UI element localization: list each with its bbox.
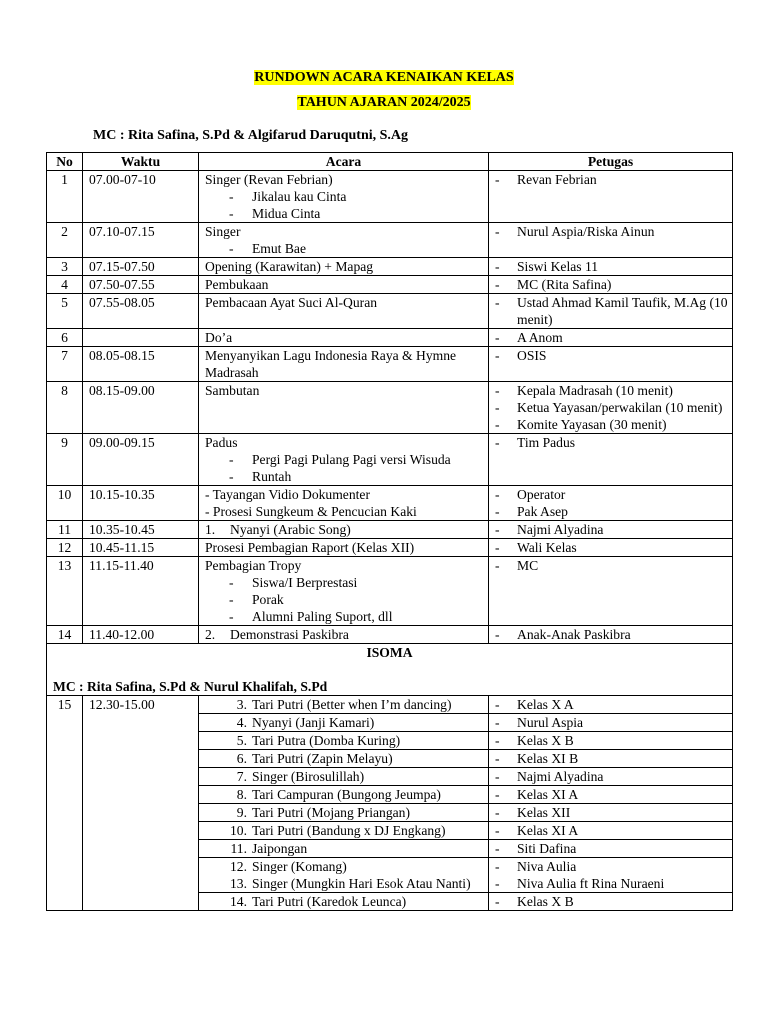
acara-text: Singer	[205, 224, 241, 239]
petugas-item: - OSIS	[495, 347, 732, 364]
row-no-empty	[47, 714, 83, 732]
row-no-empty	[47, 732, 83, 750]
acara-text: Tari Putra (Domba Kuring)	[252, 733, 401, 748]
table-row	[47, 750, 733, 768]
row-no: 7	[47, 347, 83, 382]
row-no: 3	[47, 258, 83, 276]
row-petugas	[489, 840, 733, 858]
table-row	[47, 329, 733, 347]
acara-text: Nyanyi (Arabic Song)	[230, 522, 351, 537]
table-row	[47, 822, 733, 840]
acara-subitem: - Porak	[205, 591, 488, 608]
table-row	[47, 714, 733, 732]
row-acara	[199, 382, 489, 434]
acara-text: Tari Putri (Mojang Priangan)	[252, 805, 410, 820]
petugas-item: - Ketua Yayasan/perwakilan (10 menit)	[495, 399, 732, 416]
row-acara	[199, 750, 489, 768]
row-acara	[199, 804, 489, 822]
petugas-item: - Kepala Madrasah (10 menit)	[495, 382, 732, 399]
acara-text: Nyanyi (Janji Kamari)	[252, 715, 375, 730]
row-waktu: 07.00-07-10	[83, 171, 199, 223]
petugas-item: - Anak-Anak Paskibra	[495, 626, 732, 643]
row-acara	[199, 521, 489, 539]
acara-text: Singer (Birosulillah)	[252, 769, 365, 784]
acara-number: 14.	[230, 894, 247, 909]
mc-second-session: MC : Rita Safina, S.Pd & Nurul Khalifah, S.Pd	[53, 679, 328, 694]
acara-subitem: - Alumni Paling Suport, dll	[205, 608, 488, 625]
row-no: 4	[47, 276, 83, 294]
row-acara	[199, 557, 489, 626]
row-waktu: 08.15-09.00	[83, 382, 199, 434]
row-acara	[199, 822, 489, 840]
row-waktu-empty	[83, 893, 199, 911]
acara-subitem: - Emut Bae	[205, 240, 488, 257]
row-petugas	[489, 858, 733, 876]
header-no: No	[47, 153, 83, 171]
row-waktu: 12.30-15.00	[83, 696, 199, 714]
row-petugas	[489, 768, 733, 786]
acara-number: 12.	[230, 859, 247, 874]
row-petugas	[489, 294, 733, 329]
row-no-empty	[47, 893, 83, 911]
table-header-row	[47, 153, 733, 171]
table-row	[47, 840, 733, 858]
row-no: 5	[47, 294, 83, 329]
acara-numbered	[205, 875, 488, 892]
acara-text: Singer (Mungkin Hari Esok Atau Nanti)	[252, 876, 471, 891]
acara-subitem: - Siswa/I Berprestasi	[205, 574, 488, 591]
acara-number: 3.	[236, 697, 247, 712]
petugas-item: - Siswi Kelas 11	[495, 258, 732, 275]
acara-text: Prosesi Pembagian Raport (Kelas XII)	[205, 540, 415, 555]
table-row	[47, 626, 733, 644]
row-petugas	[489, 347, 733, 382]
row-petugas	[489, 822, 733, 840]
row-acara	[199, 786, 489, 804]
row-no: 1	[47, 171, 83, 223]
header-waktu: Waktu	[83, 153, 199, 171]
row-petugas	[489, 539, 733, 557]
petugas-item: - Najmi Alyadina	[495, 768, 732, 785]
petugas-item: - Kelas XI A	[495, 822, 732, 839]
acara-number: 1.	[205, 522, 216, 537]
table-row	[47, 893, 733, 911]
table-row	[47, 294, 733, 329]
row-acara	[199, 696, 489, 714]
acara-text: Menyanyikan Lagu Indonesia Raya & Hymne Madrasah	[205, 348, 457, 380]
table-row	[47, 696, 733, 714]
row-waktu: 09.00-09.15	[83, 434, 199, 486]
acara-text: Tari Putri (Karedok Leunca)	[252, 894, 407, 909]
petugas-item: - Kelas XI A	[495, 786, 732, 803]
petugas-item: - Kelas X B	[495, 893, 732, 910]
row-no: 9	[47, 434, 83, 486]
row-petugas	[489, 521, 733, 539]
acara-line: - Prosesi Sungkeum & Pencucian Kaki	[205, 504, 417, 519]
row-acara	[199, 347, 489, 382]
acara-number: 13.	[230, 876, 247, 891]
row-waktu: 11.40-12.00	[83, 626, 199, 644]
row-no: 12	[47, 539, 83, 557]
row-waktu: 10.15-10.35	[83, 486, 199, 521]
acara-number: 4.	[236, 715, 247, 730]
row-waktu-empty	[83, 858, 199, 876]
petugas-item: - Nurul Aspia	[495, 714, 732, 731]
acara-number: 10.	[230, 823, 247, 838]
header-petugas: Petugas	[489, 153, 733, 171]
acara-text: Pembacaan Ayat Suci Al-Quran	[205, 295, 378, 310]
row-no: 14	[47, 626, 83, 644]
row-no-empty	[47, 750, 83, 768]
acara-numbered	[205, 750, 488, 767]
row-no-empty	[47, 840, 83, 858]
header-acara: Acara	[199, 153, 489, 171]
acara-numbered	[205, 768, 488, 785]
acara-line: - Tayangan Vidio Dokumenter	[205, 487, 370, 502]
row-petugas	[489, 732, 733, 750]
row-petugas	[489, 382, 733, 434]
row-no-empty	[47, 786, 83, 804]
row-no-empty	[47, 858, 83, 876]
row-waktu: 07.55-08.05	[83, 294, 199, 329]
row-waktu: 07.10-07.15	[83, 223, 199, 258]
acara-text: Jaipongan	[252, 841, 308, 856]
row-acara	[199, 893, 489, 911]
row-petugas	[489, 626, 733, 644]
row-waktu-empty	[83, 804, 199, 822]
row-no: 13	[47, 557, 83, 626]
table-row	[47, 732, 733, 750]
petugas-item: - MC (Rita Safina)	[495, 276, 732, 293]
acara-number: 2.	[205, 627, 216, 642]
row-acara	[199, 858, 489, 876]
row-no: 6	[47, 329, 83, 347]
row-acara	[199, 434, 489, 486]
petugas-item: - Tim Padus	[495, 434, 732, 451]
row-acara	[199, 768, 489, 786]
table-row	[47, 382, 733, 434]
petugas-item: - Niva Aulia	[495, 858, 732, 875]
row-waktu	[83, 329, 199, 347]
table-row	[47, 786, 733, 804]
row-petugas	[489, 696, 733, 714]
petugas-item: - Nurul Aspia/Riska Ainun	[495, 223, 732, 240]
acara-number: 8.	[236, 787, 247, 802]
row-no: 15	[47, 696, 83, 714]
petugas-item: - Pak Asep	[495, 503, 732, 520]
petugas-item: - Operator	[495, 486, 732, 503]
petugas-item: - Kelas X A	[495, 696, 732, 713]
row-no: 11	[47, 521, 83, 539]
petugas-item: - Ustad Ahmad Kamil Taufik, M.Ag (10 menit)	[495, 294, 732, 328]
row-waktu-empty	[83, 714, 199, 732]
acara-numbered	[205, 822, 488, 839]
row-acara	[199, 714, 489, 732]
second-session-rows	[47, 696, 733, 911]
acara-text: Do’a	[205, 330, 233, 345]
isoma-label: ISOMA	[366, 645, 413, 660]
acara-text: Opening (Karawitan) + Mapag	[205, 259, 374, 274]
row-no: 2	[47, 223, 83, 258]
acara-numbered	[205, 840, 488, 857]
table-row	[47, 434, 733, 486]
acara-text: Pembukaan	[205, 277, 269, 292]
row-acara	[199, 294, 489, 329]
petugas-item: - Kelas X B	[495, 732, 732, 749]
acara-text: Tari Putri (Better when I’m dancing)	[252, 697, 452, 712]
row-acara	[199, 329, 489, 347]
table-row	[47, 347, 733, 382]
row-petugas	[489, 557, 733, 626]
row-waktu-empty	[83, 840, 199, 858]
table-row	[47, 539, 733, 557]
row-acara	[199, 539, 489, 557]
acara-numbered	[205, 696, 488, 713]
acara-number: 9.	[236, 805, 247, 820]
acara-numbered	[205, 893, 488, 910]
rundown-table	[46, 152, 733, 911]
row-petugas	[489, 750, 733, 768]
document-subtitle: TAHUN AJARAN 2024/2025	[297, 95, 471, 110]
row-petugas	[489, 434, 733, 486]
table-row	[47, 171, 733, 223]
row-waktu-empty	[83, 732, 199, 750]
acara-text: Singer (Komang)	[252, 859, 347, 874]
row-waktu: 07.15-07.50	[83, 258, 199, 276]
acara-text: Tari Putri (Bandung x DJ Engkang)	[252, 823, 446, 838]
row-petugas	[489, 786, 733, 804]
acara-numbered	[205, 626, 488, 643]
table-row	[47, 557, 733, 626]
row-waktu-empty	[83, 750, 199, 768]
row-petugas	[489, 171, 733, 223]
acara-numbered	[205, 732, 488, 749]
table-row	[47, 804, 733, 822]
first-session-rows	[47, 171, 733, 644]
acara-text: Singer (Revan Febrian)	[205, 172, 333, 187]
petugas-item: - MC	[495, 557, 732, 574]
acara-number: 7.	[236, 769, 247, 784]
acara-text: Tari Putri (Zapin Melayu)	[252, 751, 393, 766]
row-no-empty	[47, 804, 83, 822]
row-no-empty	[47, 822, 83, 840]
row-no: 10	[47, 486, 83, 521]
table-row	[47, 276, 733, 294]
row-petugas	[489, 486, 733, 521]
row-acara	[199, 223, 489, 258]
row-petugas	[489, 804, 733, 822]
row-acara	[199, 732, 489, 750]
acara-subitem: - Pergi Pagi Pulang Pagi versi Wisuda	[205, 451, 488, 468]
row-petugas	[489, 329, 733, 347]
acara-subitem: - Jikalau kau Cinta	[205, 188, 488, 205]
petugas-item: - Kelas XI B	[495, 750, 732, 767]
petugas-item: - Komite Yayasan (30 menit)	[495, 416, 732, 433]
table-row	[47, 486, 733, 521]
row-waktu: 07.50-07.55	[83, 276, 199, 294]
row-waktu-empty	[83, 875, 199, 893]
row-petugas	[489, 258, 733, 276]
row-acara	[199, 875, 489, 893]
acara-text: Tari Campuran (Bungong Jeumpa)	[252, 787, 441, 802]
acara-numbered	[205, 521, 488, 538]
row-petugas	[489, 893, 733, 911]
petugas-item: - Kelas XII	[495, 804, 732, 821]
row-waktu: 11.15-11.40	[83, 557, 199, 626]
row-waktu-empty	[83, 768, 199, 786]
acara-numbered	[205, 804, 488, 821]
row-waktu-empty	[83, 786, 199, 804]
petugas-item: - Siti Dafina	[495, 840, 732, 857]
acara-number: 5.	[236, 733, 247, 748]
acara-text: Sambutan	[205, 383, 260, 398]
row-waktu: 08.05-08.15	[83, 347, 199, 382]
acara-number: 11.	[230, 841, 247, 856]
acara-number: 6.	[236, 751, 247, 766]
row-acara	[199, 258, 489, 276]
row-no-empty	[47, 875, 83, 893]
petugas-item: - Niva Aulia ft Rina Nuraeni	[495, 875, 732, 892]
mc-first-session: MC : Rita Safina, S.Pd & Algifarud Daruqutni, S.Ag	[93, 128, 409, 143]
row-petugas	[489, 223, 733, 258]
petugas-item: - Najmi Alyadina	[495, 521, 732, 538]
row-petugas	[489, 276, 733, 294]
acara-numbered	[205, 786, 488, 803]
table-row	[47, 875, 733, 893]
table-row	[47, 858, 733, 876]
row-waktu: 10.35-10.45	[83, 521, 199, 539]
acara-subitem: - Runtah	[205, 468, 488, 485]
row-acara	[199, 626, 489, 644]
row-petugas	[489, 875, 733, 893]
acara-subitem: - Midua Cinta	[205, 205, 488, 222]
acara-numbered	[205, 714, 488, 731]
table-row	[47, 521, 733, 539]
table-row	[47, 223, 733, 258]
row-no-empty	[47, 768, 83, 786]
row-acara	[199, 276, 489, 294]
isoma-row	[47, 644, 733, 696]
acara-text: Pembagian Tropy	[205, 558, 302, 573]
row-acara	[199, 486, 489, 521]
acara-text: Padus	[205, 435, 238, 450]
row-acara	[199, 840, 489, 858]
acara-numbered	[205, 858, 488, 875]
document-title: RUNDOWN ACARA KENAIKAN KELAS	[254, 70, 514, 85]
row-acara	[199, 171, 489, 223]
petugas-item: - A Anom	[495, 329, 732, 346]
petugas-item: - Revan Febrian	[495, 171, 732, 188]
acara-text: Demonstrasi Paskibra	[230, 627, 349, 642]
row-no: 8	[47, 382, 83, 434]
table-row	[47, 258, 733, 276]
row-petugas	[489, 714, 733, 732]
row-waktu: 10.45-11.15	[83, 539, 199, 557]
row-waktu-empty	[83, 822, 199, 840]
petugas-item: - Wali Kelas	[495, 539, 732, 556]
table-row	[47, 768, 733, 786]
